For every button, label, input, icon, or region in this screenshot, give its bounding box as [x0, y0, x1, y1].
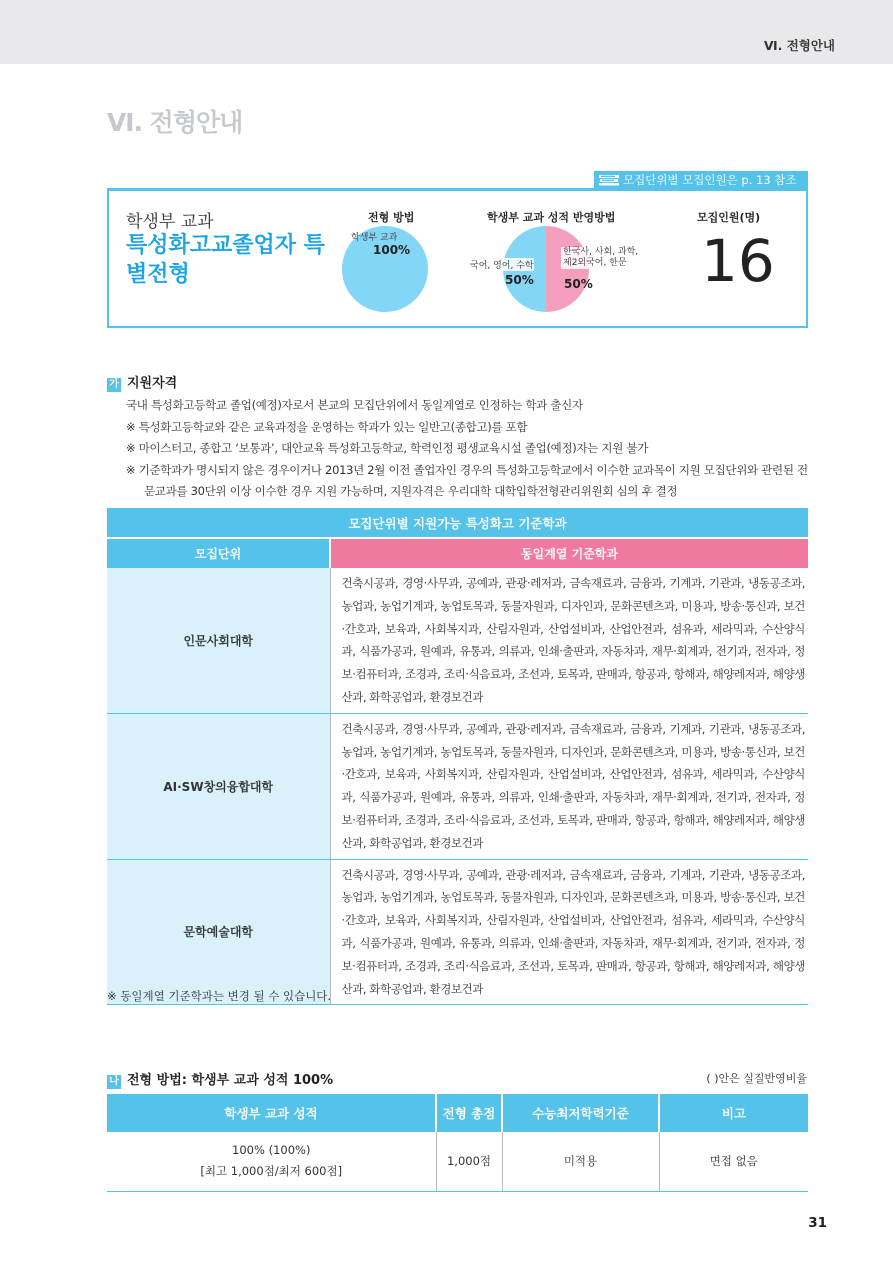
reference-note	[594, 171, 808, 189]
score-cell	[107, 1132, 436, 1191]
reflect-right-label	[561, 247, 640, 269]
header-section-title: Ⅵ. 전형안내	[763, 38, 835, 53]
table-row	[107, 859, 808, 1005]
depts-cell: 건축시공과, 경영·사무과, 공예과, 관광·레저과, 금속재료과, 금융과, 기계과, 기관과, 냉동공조과, 농업과, 농업기계과, 농업토목과, 동물자원과, 디자인과, 문화콘텐츠과, 미용과, 방송·통신과, 보건·간호과, 보육과, 사회복지과, 산림자원과, 산업설비과, 산업안전과, 섬유과, 세라믹과, 수산양식과, 식품가공과, 원예과, 유통과, 의류과, 인쇄·출판과, 자동차과, 재무·회계과, 전기과, 전자과, 정보·컴퓨터과, 조경과, 조리·식음료과, 조선과, 토목과, 판매과, 항공과, 항해과, 해양레저과, 해양생산과, 화학공업과, 환경보건과	[330, 568, 808, 713]
method-slice-label: 학생부 교과	[351, 233, 398, 243]
eligibility-note: ※ 마이스터고, 종합고 ‘보통과’, 대안교육 특성화고등학교, 학력인정 평생교육시설 졸업(예정)자는 지원 불가	[126, 441, 649, 455]
reflect-right-label-line1: 한국사, 사회, 과학,	[563, 247, 639, 257]
page-number: 31	[808, 1215, 827, 1231]
quota-value: 16	[701, 227, 775, 295]
section-a-heading	[107, 372, 177, 392]
reference-note-text: 모집단위별 모집인원은 p. 13 참조	[623, 173, 797, 187]
column-header-total: 전형 총점	[436, 1094, 502, 1132]
ratio-note: ( )안은 실질반영비율	[706, 1072, 807, 1085]
department-table	[107, 508, 808, 1005]
reflect-right-value: 50%	[564, 277, 593, 291]
table-row	[107, 568, 808, 713]
score-line2: [최고 1,000점/최저 600점]	[200, 1164, 343, 1179]
table-row	[107, 713, 808, 859]
chapter-title: Ⅵ. 전형안내	[107, 108, 243, 137]
reflect-pie-slice-right	[546, 226, 589, 312]
section-b-title: 전형 방법: 학생부 교과 성적 100%	[127, 1073, 334, 1088]
admission-category: 학생부 교과	[126, 212, 214, 232]
csat-cell: 미적용	[502, 1132, 659, 1191]
column-header-score: 학생부 교과 성적	[107, 1094, 436, 1132]
total-cell: 1,000점	[436, 1132, 502, 1191]
score-line1: 100% (100%)	[232, 1143, 311, 1158]
column-header-unit: 모집단위	[107, 538, 330, 568]
method-slice-value: 100%	[373, 243, 411, 257]
section-a-title: 지원자격	[127, 376, 178, 391]
unit-cell: 인문사회대학	[107, 568, 330, 713]
reflect-right-label-line2: 제2외국어, 한문	[563, 258, 627, 268]
eligibility-text	[126, 395, 816, 503]
table-row	[107, 1132, 808, 1191]
book-icon	[598, 174, 620, 186]
reflect-left-label: 국어, 영어, 수학	[470, 258, 534, 271]
eligibility-line: 국내 특성화고등학교 졸업(예정)자로서 본교의 모집단위에서 동일계열로 인정하는 학과 출신자	[126, 398, 583, 412]
table-footnote: ※ 동일계열 기준학과는 변경 될 수 있습니다.	[107, 989, 332, 1003]
admission-name: 특성화고교졸업자 특별전형	[126, 233, 325, 287]
note-cell: 면접 없음	[659, 1132, 808, 1191]
department-table-caption: 모집단위별 지원가능 특성화고 기준학과	[107, 508, 808, 538]
column-header-note: 비고	[659, 1094, 808, 1132]
reflect-left-value: 50%	[505, 273, 534, 287]
header-bar	[0, 0, 893, 64]
method-header: 전형 방법	[368, 211, 415, 224]
quota-header: 모집인원(명)	[697, 211, 761, 224]
column-header-depts: 동일계열 기준학과	[330, 538, 808, 568]
unit-cell: 문학예술대학	[107, 859, 330, 1005]
unit-cell: AI·SW창의융합대학	[107, 713, 330, 859]
reflect-header: 학생부 교과 성적 반영방법	[487, 211, 616, 224]
column-header-csat: 수능최저학력기준	[502, 1094, 659, 1132]
eligibility-note: ※ 기준학과가 명시되지 않은 경우이거나 2013년 2월 이전 졸업자인 경우의 특성화고등학교에서 이수한 교과목이 지원 모집단위와 관련된 전문교과를 30단위 이상 이수한 경우 지원 가능하며, 지원자격은 우리대학 대학입학전형관리위원회 심의 후 결정	[126, 462, 808, 498]
depts-cell: 건축시공과, 경영·사무과, 공예과, 관광·레저과, 금속재료과, 금융과, 기계과, 기관과, 냉동공조과, 농업과, 농업기계과, 농업토목과, 동물자원과, 디자인과, 문화콘텐츠과, 미용과, 방송·통신과, 보건·간호과, 보육과, 사회복지과, 산림자원과, 산업설비과, 산업안전과, 섬유과, 세라믹과, 수산양식과, 식품가공과, 원예과, 유통과, 의류과, 인쇄·출판과, 자동차과, 재무·회계과, 전기과, 전자과, 정보·컴퓨터과, 조경과, 조리·식음료과, 조선과, 토목과, 판매과, 항공과, 항해과, 해양레저과, 해양생산과, 화학공업과, 환경보건과	[330, 713, 808, 859]
method-table	[107, 1094, 808, 1192]
admission-summary-box	[107, 188, 808, 328]
eligibility-note: ※ 특성화고등학교와 같은 교육과정을 운영하는 학과가 있는 일반고(종합고)를 포함	[126, 419, 528, 434]
section-b-tag: 나	[107, 1075, 121, 1089]
section-a-tag: 가	[107, 378, 121, 392]
depts-cell: 건축시공과, 경영·사무과, 공예과, 관광·레저과, 금속재료과, 금융과, 기계과, 기관과, 냉동공조과, 농업과, 농업기계과, 농업토목과, 동물자원과, 디자인과, 문화콘텐츠과, 미용과, 방송·통신과, 보건·간호과, 보육과, 사회복지과, 산림자원과, 산업설비과, 산업안전과, 섬유과, 세라믹과, 수산양식과, 식품가공과, 원예과, 유통과, 의류과, 인쇄·출판과, 자동차과, 재무·회계과, 전기과, 전자과, 정보·컴퓨터과, 조경과, 조리·식음료과, 조선과, 토목과, 판매과, 항공과, 항해과, 해양레저과, 해양생산과, 화학공업과, 환경보건과	[330, 859, 808, 1005]
section-b-heading	[107, 1069, 333, 1089]
